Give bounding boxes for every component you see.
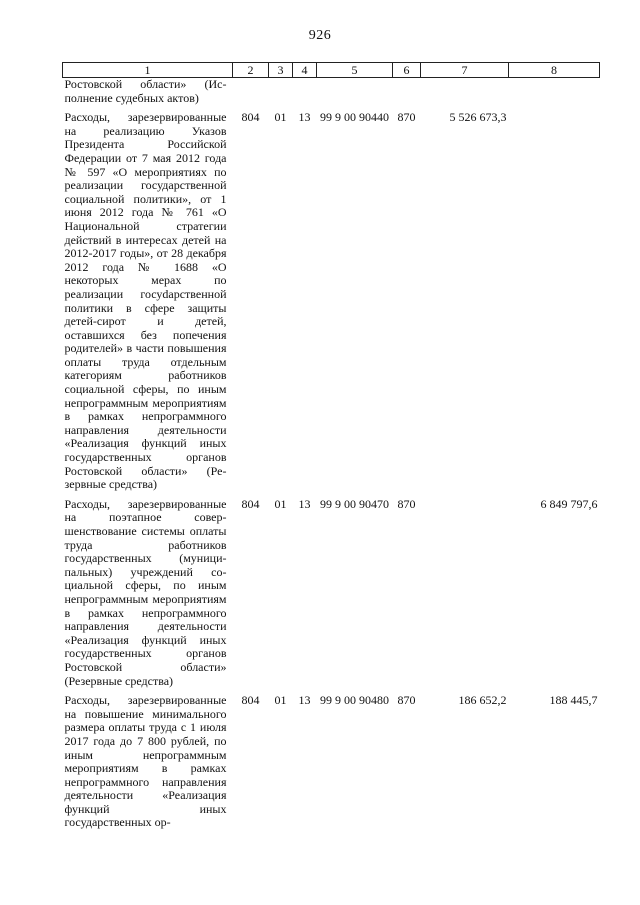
row-amount-col7: 5 526 673,3 (449, 110, 507, 125)
row-subsection-code: 13 (298, 693, 311, 708)
row-subsection-code (293, 78, 317, 110)
row-amount-col8 (509, 78, 600, 110)
row-amount-col7 (421, 78, 509, 110)
header-col-5: 5 (317, 63, 393, 78)
budget-table (62, 62, 600, 834)
row-target-article (317, 78, 393, 110)
header-col-7: 7 (421, 63, 509, 78)
table-row (63, 496, 600, 692)
row-amount-col7 (421, 496, 509, 692)
row-target-article: 99 9 00 90470 (320, 496, 389, 511)
row-target-article: 99 9 00 90440 (320, 110, 389, 125)
row-description-text: Ростовской области» (Исполнение судебных актов) (64, 77, 227, 105)
row-expense-type: 870 (397, 693, 416, 708)
row-subsection-code: 13 (298, 496, 311, 511)
row-amount-col7: 186 652,2 (458, 693, 507, 708)
header-row (63, 63, 600, 78)
row-description (63, 78, 233, 110)
row-section-code: 01 (274, 693, 287, 708)
row-expense-type (393, 78, 421, 110)
row-subsection-code: 13 (298, 110, 311, 125)
row-ministry-code: 804 (241, 110, 260, 125)
row-ministry-code: 804 (241, 693, 260, 708)
row-ministry-code (233, 78, 269, 110)
row-description (63, 109, 233, 496)
row-description (63, 496, 233, 692)
row-description-text: Расходы, зарезервированные на поэтапное совершенствование системы оплаты труда работников государственных (муниципальных) учреждений социальной сферы, по иным непрограммным мероприятиям в рамках непрограммного направления деятельности «Реализация функций иных государственных органов Ростовской области» (Резервные средства) (64, 496, 227, 688)
row-target-article: 99 9 00 90480 (320, 693, 389, 708)
header-col-1: 1 (63, 63, 233, 78)
row-amount-col8 (509, 109, 600, 496)
row-section-code: 01 (274, 496, 287, 511)
header-col-4: 4 (293, 63, 317, 78)
row-amount-col8: 6 849 797,6 (540, 496, 598, 511)
row-section-code: 01 (274, 110, 287, 125)
row-description (63, 692, 233, 834)
row-description-text: Расходы, зарезервированные на реализацию Указов Президента Российской Федерации от 7 мая 2012 года № 597 «О мероприятиях по реализации государственной социальной политики», от 1 июня 2012 года № 761 «О Национальной стратегии действий в интересах детей на 2012-2017 годы», от 28 декабря 2012 года № 1688 «О некоторых мерах по реализации госуdарственной политики в сфере защиты детей-сирот и детей, оставшихся без попечения родителей» в части повышения оплаты труда отдельным категориям работников социальной сферы, по иным непрограммным мероприятиям в рамках непрограммного направления деятельности «Реализация функций иных государственных органов Ростовской области» (Резервные средства) (64, 110, 227, 492)
page-number: 926 (308, 28, 332, 43)
header-col-3: 3 (269, 63, 293, 78)
row-amount-col8: 188 445,7 (549, 693, 598, 708)
table-row (63, 692, 600, 834)
header-col-6: 6 (393, 63, 421, 78)
row-expense-type: 870 (397, 110, 416, 125)
row-expense-type: 870 (397, 496, 416, 511)
row-description-text: Расходы, зарезервированные на повышение минимального размера оплаты труда с 1 июля 2017 года до 7 800 рублей, по иным непрограммным мероприятиям в рамках непрограммного направления деятельности «Реализация функций иных государственных ор- (64, 693, 227, 830)
table-row (63, 109, 600, 496)
header-col-2: 2 (233, 63, 269, 78)
table-row (63, 78, 600, 110)
row-section-code (269, 78, 293, 110)
table-header (63, 63, 600, 78)
row-ministry-code: 804 (241, 496, 260, 511)
header-col-8: 8 (509, 63, 600, 78)
